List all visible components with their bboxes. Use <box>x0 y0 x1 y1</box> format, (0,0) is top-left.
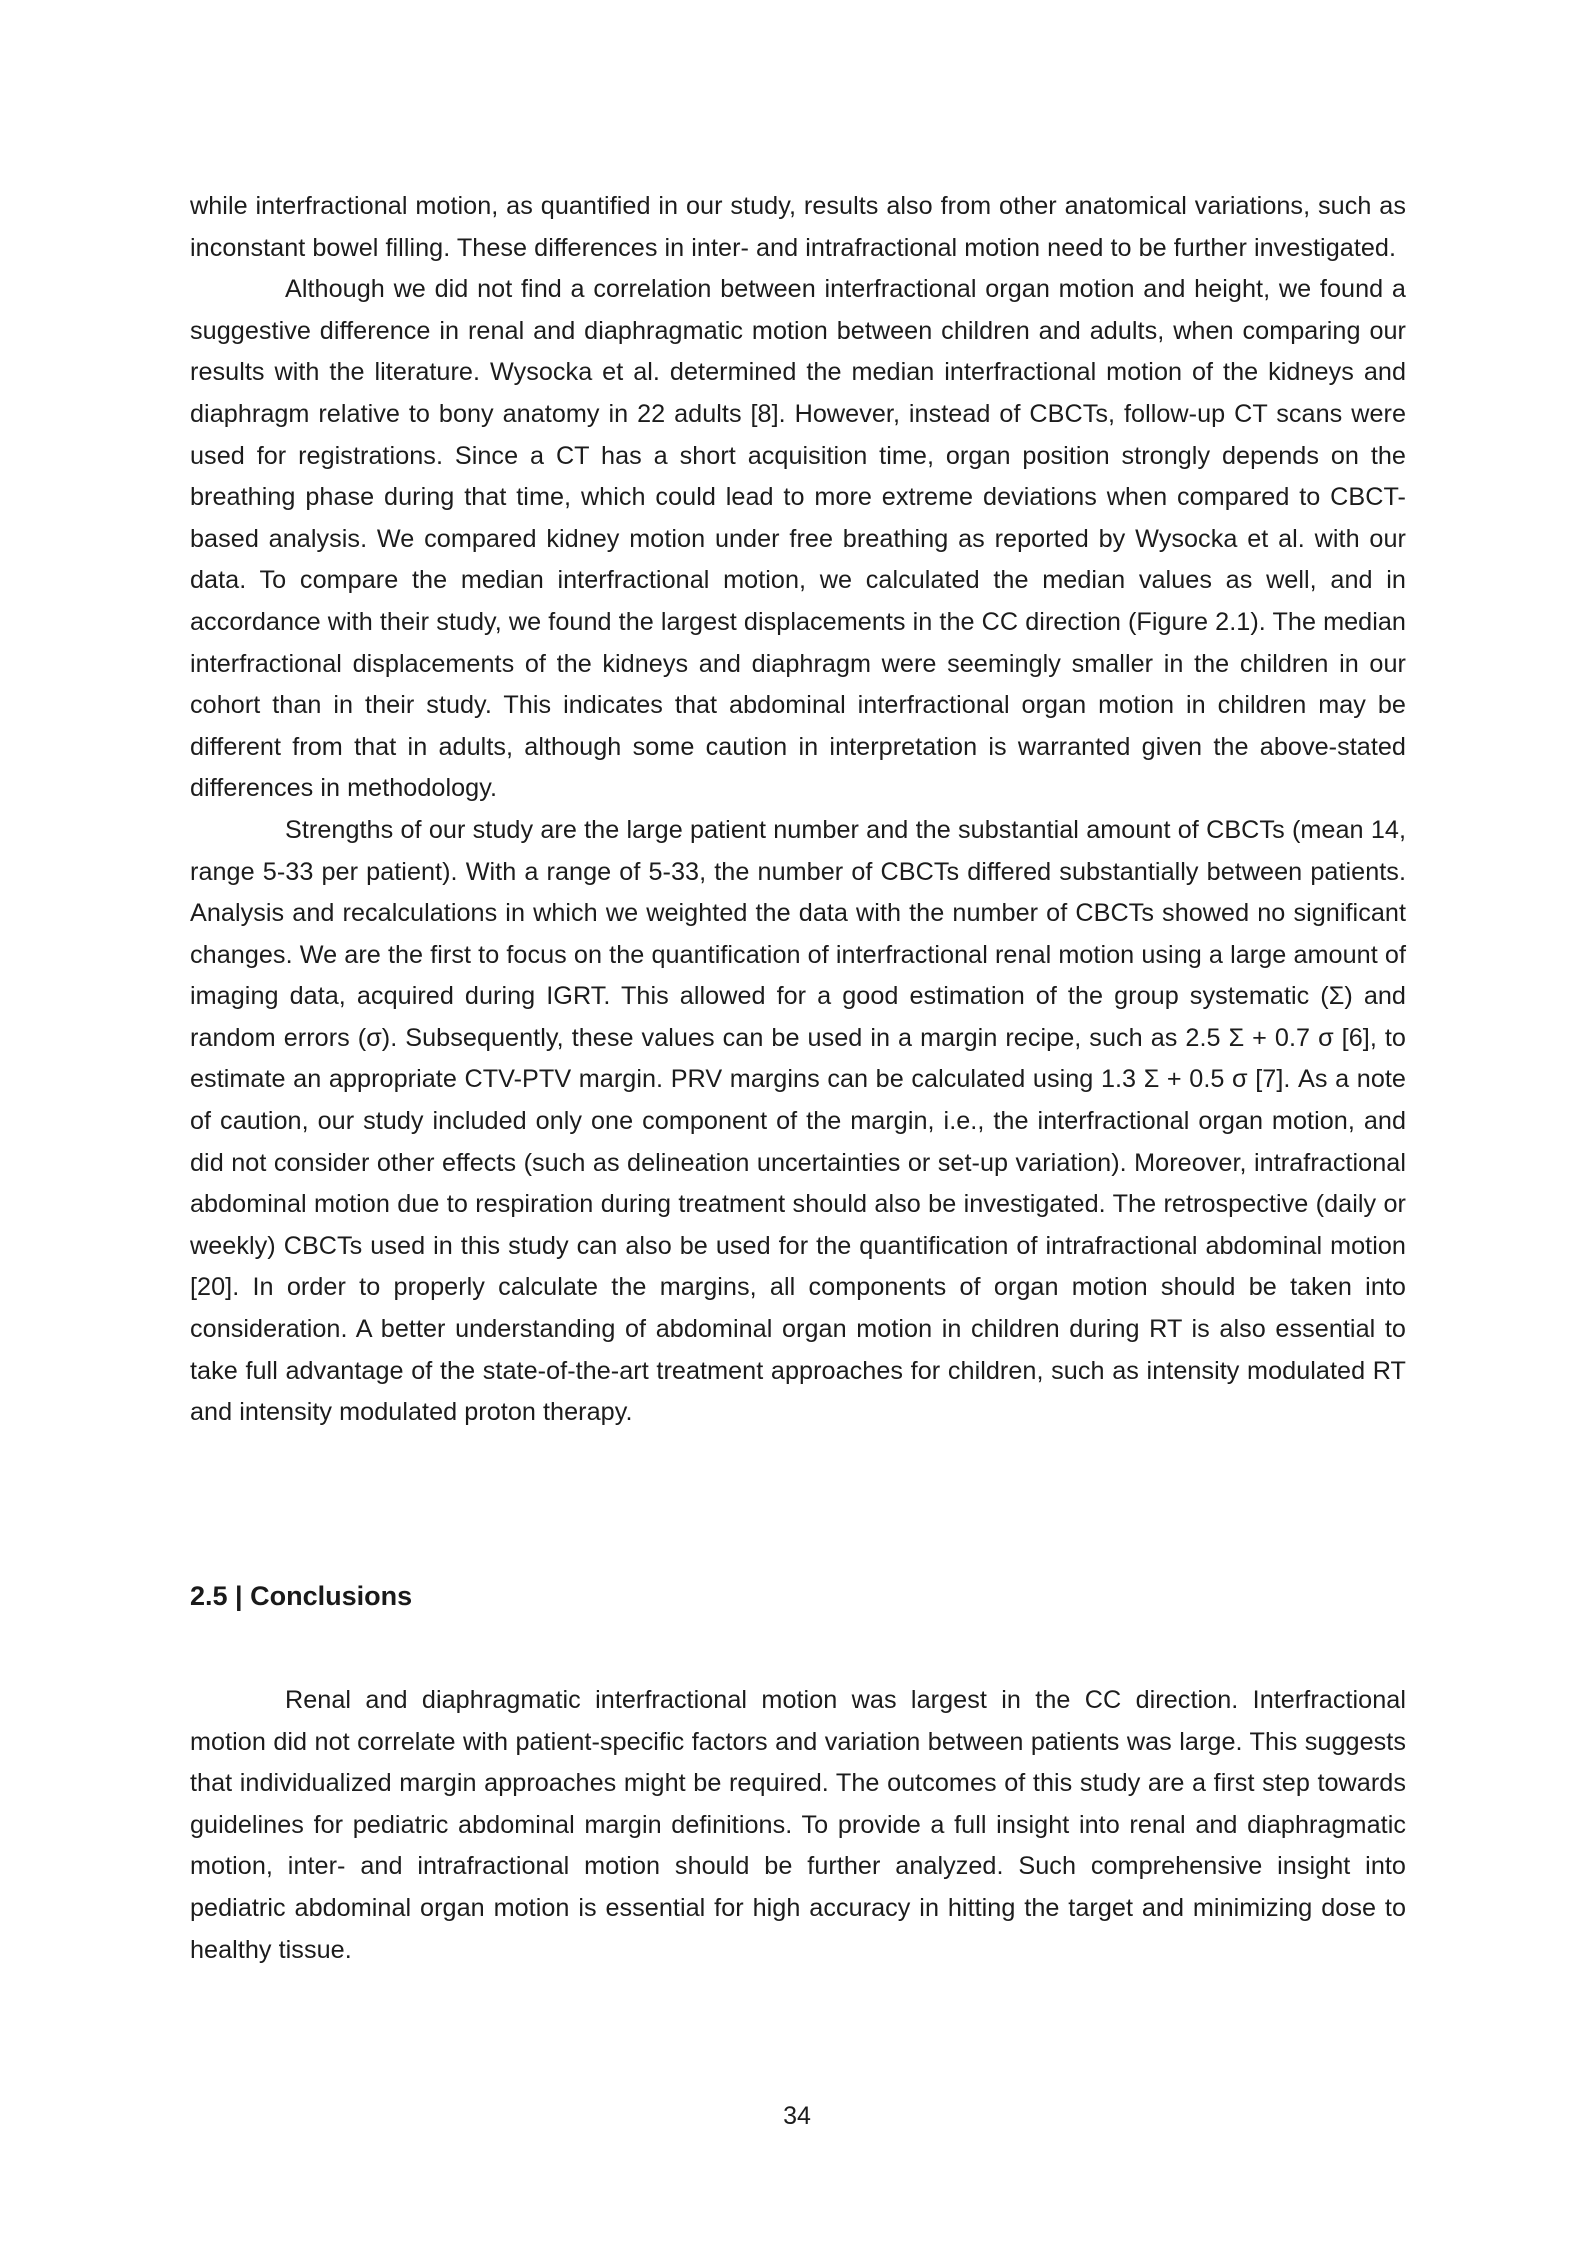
conclusions-heading: 2.5 | Conclusions <box>190 1581 413 1611</box>
page-number: 34 <box>783 2102 811 2130</box>
discussion-paragraph-3: Strengths of our study are the large patient number and the substantial amount of CBCTs (mean 14, range 5-33 per patient). With a range of 5-33, the number of CBCTs differed substantially between patients. Analysis and recalculations in which we weighted the data with the number of CBCTs showed no significant changes. We are the first to focus on the quantification of interfractional renal motion using a large amount of imaging data, acquired during IGRT. This allowed for a good estimation of the group systematic (Σ) and random errors (σ). Subsequently, these values can be used in a margin recipe, such as 2.5 Σ + 0.7 σ [6], to estimate an appropriate CTV-PTV margin. PRV margins can be calculated using 1.3 Σ + 0.5 σ [7]. As a note of caution, our study included only one component of the margin, i.e., the interfractional organ motion, and did not consider other effects (such as delineation uncertainties or set-up variation). Moreover, intrafractional abdominal motion due to respiration during treatment should also be investigated. The retrospective (daily or weekly) CBCTs used in this study can also be used for the quantification of intrafractional abdominal motion [20]. In order to properly calculate the margins, all components of organ motion should be taken into consideration. A better understanding of abdominal organ motion in children during RT is also essential to take full advantage of the state-of-the-art treatment approaches for children, such as intensity modulated RT and intensity modulated proton therapy. <box>190 815 1406 1427</box>
discussion-paragraph-1: while interfractional motion, as quantified in our study, results also from other anatomical variations, such as inconstant bowel filling. These differences in inter- and intrafractional motion need to be further investigated. <box>190 192 1406 262</box>
conclusions-section <box>190 1680 1406 1971</box>
discussion-section <box>190 186 1406 1434</box>
discussion-paragraph-2: Although we did not find a correlation between interfractional organ motion and height, we found a suggestive difference in renal and diaphragmatic motion between children and adults, when comparing our results with the literature. Wysocka et al. determined the median interfractional motion of the kidneys and diaphragm relative to bony anatomy in 22 adults [8]. However, instead of CBCTs, follow-up CT scans were used for registrations. Since a CT has a short acquisition time, organ position strongly depends on the breathing phase during that time, which could lead to more extreme deviations when compared to CBCT-based analysis. We compared kidney motion under free breathing as reported by Wysocka et al. with our data. To compare the median interfractional motion, we calculated the median values as well, and in accordance with their study, we found the largest displacements in the CC direction (Figure 2.1). The median interfractional displacements of the kidneys and diaphragm were seemingly smaller in the children in our cohort than in their study. This indicates that abdominal interfractional organ motion in children may be different from that in adults, although some caution in interpretation is warranted given the above-stated differences in methodology. <box>190 275 1406 803</box>
conclusions-paragraph: Renal and diaphragmatic interfractional motion was largest in the CC direction. Interfractional motion did not correlate with patient-specific factors and variation between patients was large. This suggests that individualized margin approaches might be required. The outcomes of this study are a first step towards guidelines for pediatric abdominal margin definitions. To provide a full insight into renal and diaphragmatic motion, inter- and intrafractional motion should be further analyzed. Such comprehensive insight into pediatric abdominal organ motion is essential for high accuracy in hitting the target and minimizing dose to healthy tissue. <box>190 1686 1406 1964</box>
